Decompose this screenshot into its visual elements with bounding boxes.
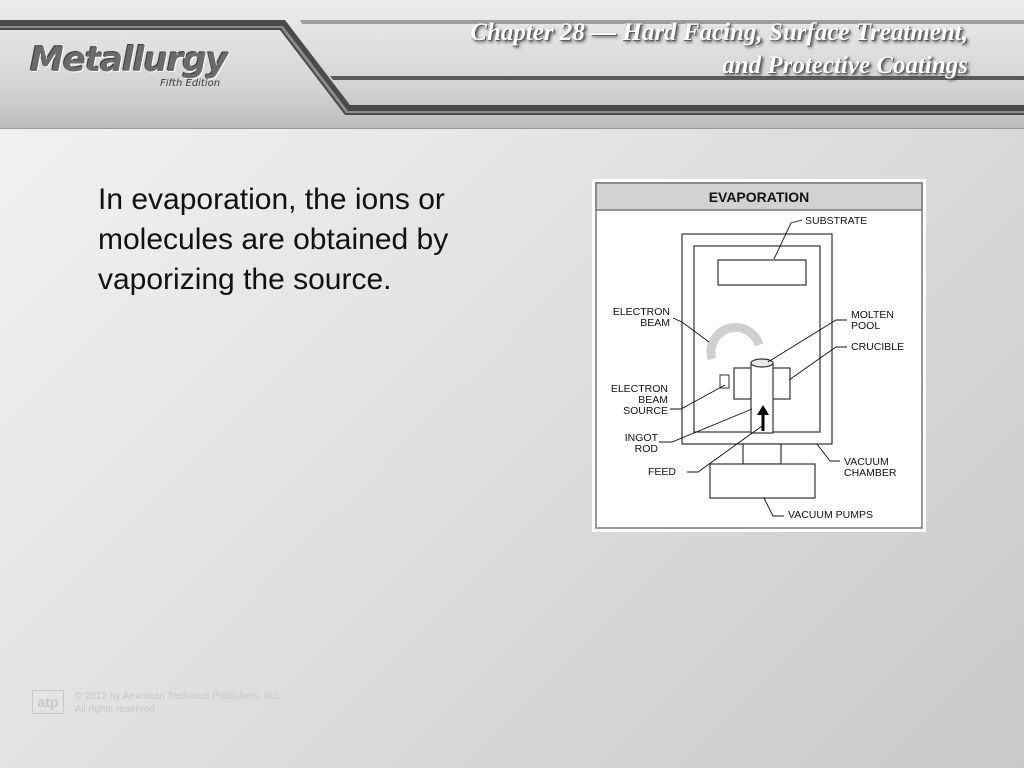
label-vacuum-chamber-1: VACUUM bbox=[844, 456, 889, 468]
label-ebs-2: BEAM bbox=[638, 394, 668, 406]
copyright-footer bbox=[32, 690, 280, 716]
evaporation-figure bbox=[592, 179, 926, 532]
metallurgy-logo: Metallurgy bbox=[30, 40, 227, 80]
evaporation-diagram bbox=[592, 179, 926, 532]
label-ebs-3: SOURCE bbox=[623, 405, 668, 417]
vacuum-pumps bbox=[710, 464, 815, 498]
chapter-title: Chapter 28 — Hard Facing, Surface Treatment, and Protective Coatings bbox=[470, 19, 968, 79]
substrate bbox=[718, 260, 806, 285]
label-electron-beam-2: BEAM bbox=[640, 317, 670, 329]
label-vacuum-chamber-2: CHAMBER bbox=[844, 467, 897, 479]
copyright-line-1: © 2012 by American Technical Publishers, Inc. bbox=[74, 691, 281, 702]
label-feed: FEED bbox=[647, 466, 676, 478]
label-substrate: SUBSTRATE bbox=[805, 215, 868, 227]
label-vacuum-pumps: VACUUM PUMPS bbox=[788, 509, 873, 521]
logo-edition: Fifth Edition bbox=[160, 78, 221, 89]
electron-beam-source bbox=[720, 375, 729, 388]
molten-pool bbox=[751, 359, 773, 367]
label-crucible: CRUCIBLE bbox=[851, 341, 905, 353]
slide-body-text: In evaporation, the ions or molecules are obtained by vaporizing the source. bbox=[98, 183, 449, 296]
label-molten-pool-2: POOL bbox=[851, 320, 881, 332]
copyright-line-2: All rights reserved bbox=[74, 704, 155, 715]
label-electron-beam-1: ELECTRON bbox=[612, 306, 670, 318]
label-ingot-rod-1: INGOT bbox=[624, 432, 658, 444]
figure-title: EVAPORATION bbox=[708, 189, 810, 205]
label-ebs-1: ELECTRON bbox=[610, 383, 668, 395]
atp-logo: atp bbox=[32, 690, 64, 714]
slide-header bbox=[0, 0, 1024, 129]
label-ingot-rod-2: ROD bbox=[634, 443, 658, 455]
label-molten-pool-1: MOLTEN bbox=[851, 309, 894, 321]
